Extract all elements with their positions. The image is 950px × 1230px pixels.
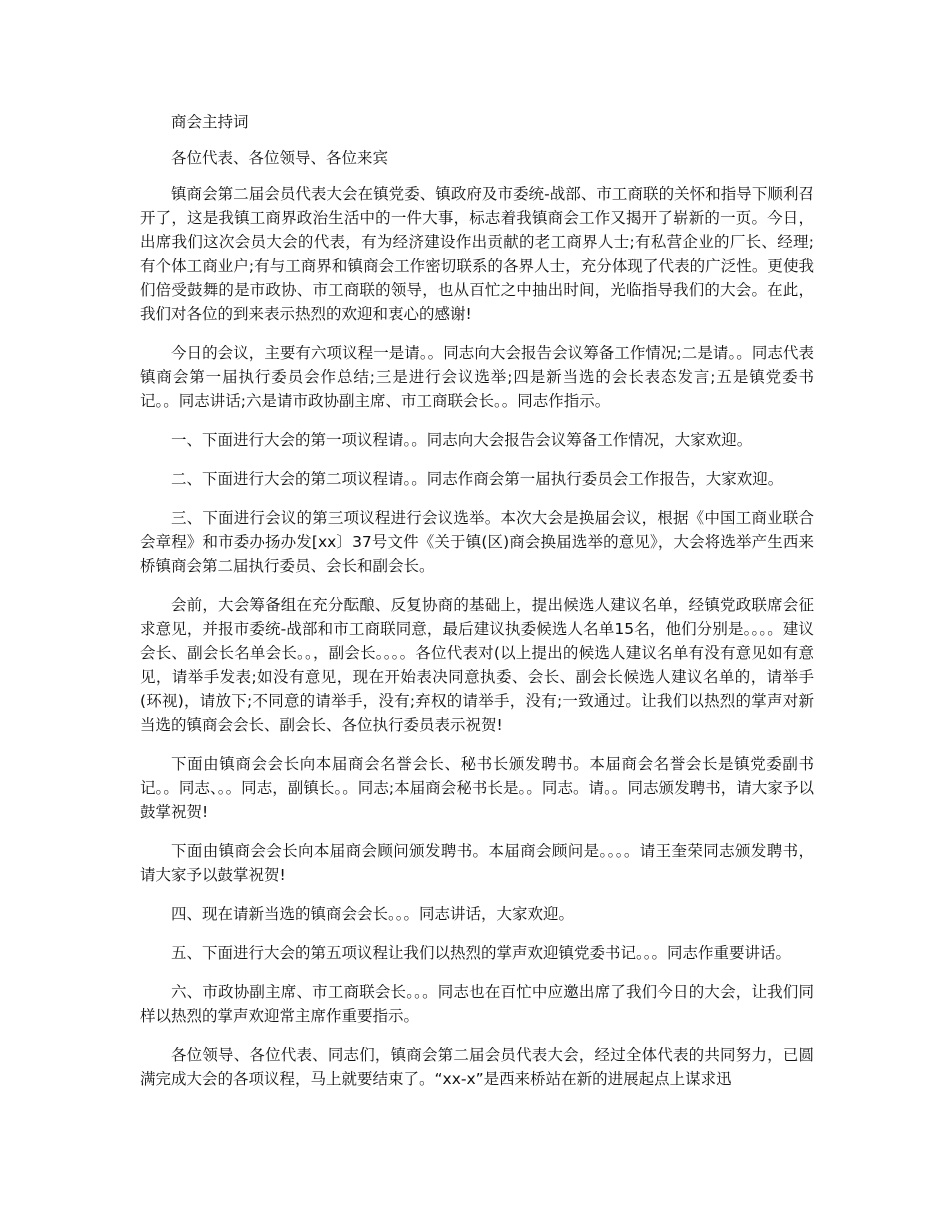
paragraph-item-4: 四、现在请新当选的镇商会会长。。。同志讲话，大家欢迎。 <box>171 905 575 923</box>
paragraph-honorary: 下面由镇商会会长向本届商会名誉会长、秘书长颁发聘书。本届商会名誉会长是镇党委副书记。。同志、。。同志，副镇长。。同志;本届商会秘书长是。。同志。请。。同志颁发聘书，请大家予以鼓掌祝贺! <box>140 755 814 821</box>
paragraph-item-6: 六、市政协副主席、市工商联会长。。。同志也在百忙中应邀出席了我们今日的大会，让我们同样以热烈的掌声欢迎常主席作重要指示。 <box>140 983 814 1025</box>
paragraph-opening: 镇商会第二届会员代表大会在镇党委、镇政府及市委统-战部、市工商联的关怀和指导下顺利召开了，这是我镇工商界政治生活中的一件大事，标志着我镇商会工作又揭开了崭新的一页。今日，出席我们这次会员大会的代表，有为经济建设作出贡献的老工商界人士;有私营企业的厂长、经理;有个体工商业户;有与工商界和镇商会工作密切联系的各界人士，充分体现了代表的广泛性。更使我们倍受鼓舞的是市政协、市工商联的领导，也从百忙之中抽出时间，光临指导我们的大会。在此，我们对各位的到来表示热烈的欢迎和衷心的感谢! <box>140 185 814 323</box>
paragraph-advisor: 下面由镇商会会长向本届商会顾问颁发聘书。本届商会顾问是。。。。请王奎荣同志颁发聘书，请大家予以鼓掌祝贺! <box>140 842 814 884</box>
greeting: 各位代表、各位领导、各位来宾 <box>171 149 389 167</box>
document-body <box>140 110 814 1106</box>
paragraph-item-5: 五、下面进行大会的第五项议程让我们以热烈的掌声欢迎镇党委书记。。。同志作重要讲话。 <box>171 944 792 962</box>
paragraph-item-2: 二、下面进行大会的第二项议程请。。同志作商会第一届执行委员会工作报告，大家欢迎。 <box>171 470 784 488</box>
paragraph-closing: 各位领导、各位代表、同志们，镇商会第二届会员代表大会，经过全体代表的共同努力，已圆满完成大会的各项议程，马上就要结束了。“xx-x”是西来桥站在新的进展起点上谋求迅 <box>140 1046 814 1088</box>
document-title: 商会主持词 <box>171 113 249 131</box>
paragraph-agenda: 今日的会议，主要有六项议程一是请。。同志向大会报告会议筹备工作情况;二是请。。同志代表镇商会第一届执行委员会作总结;三是进行会议选举;四是新当选的会长表态发言;五是镇党委书记。。同志讲话;六是请市政协副主席、市工商联会长。。同志作指示。 <box>140 344 814 410</box>
paragraph-item-3: 三、下面进行会议的第三项议程进行会议选举。本次大会是换届会议，根据《中国工商业联合会章程》和市委办扬办发[xx〕37号文件《关于镇(区)商会换届选举的意见》，大会将选举产生西来桥镇商会第二届执行委员、会长和副会长。 <box>140 509 814 575</box>
paragraph-item-1: 一、下面进行大会的第一项议程请。。同志向大会报告会议筹备工作情况，大家欢迎。 <box>171 431 753 449</box>
paragraph-election: 会前，大会筹备组在充分酝酿、反复协商的基础上，提出候选人建议名单，经镇党政联席会征求意见，并报市委统-战部和市工商联同意，最后建议执委候选人名单15名，他们分别是。。。。建议会长、副会长名单会长。。，副会长。。。。各位代表对(以上提出的候选人建议名单有没有意见如有意见，请举手发表;如没有意见，现在开始表决同意执委、会长、副会长候选人建议名单的，请举手(环视)，请放下;不同意的请举手，没有;弃权的请举手，没有;一致通过。让我们以热烈的掌声对新当选的镇商会会长、副会长、各位执行委员表示祝贺! <box>140 596 814 734</box>
